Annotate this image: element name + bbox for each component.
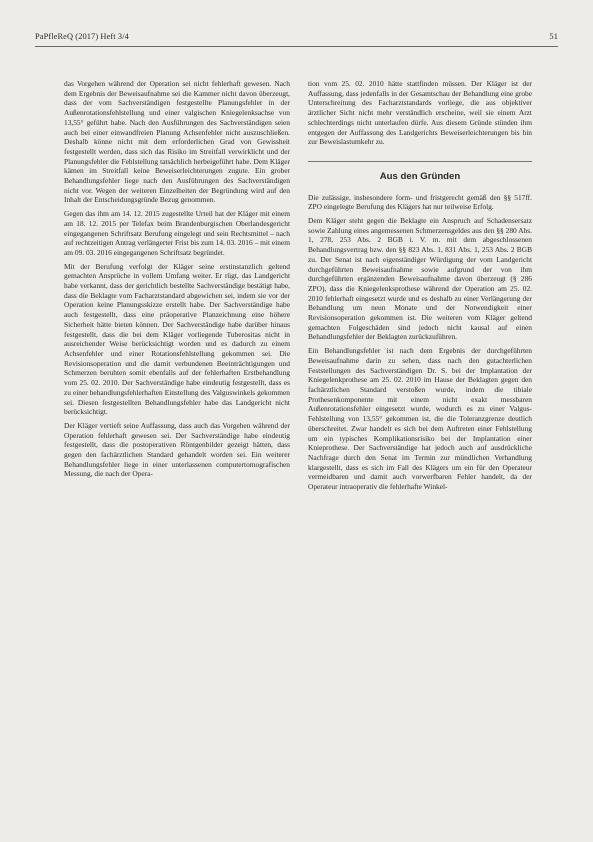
body-paragraph: Dem Kläger steht gegen die Beklagte ein Anspruch auf Schadensersatz sowie Zahlung eines angemessenen Schmerzensgeldes aus den §§ 280 Abs. 1, 278, 253 Abs. 2 BGB i. V. m. mit dem abgeschlossenen Behandlungsvertrag bzw. den §§ 823 Abs. 1, 831 Abs. 1, 253 Abs. 2 BGB zu. Der Senat ist nach eigenständiger Würdigung der vom Landgericht durchgeführten Beweisaufnahme sowie aufgrund der von ihm durchgeführten ergänzenden Beweisaufnahme davon überzeugt (§ 286 ZPO), dass die Kniegelenksprothese während der Operation am 25. 02. 2010 fehlerhaft eingesetzt wurde und es deshalb zu einer Verlängerung der Behandlung um neun Monate und der Notwendigkeit einer Revisionsoperation gekommen ist. Die weiteren vom Kläger geltend gemachten Folgeschäden sind jedoch nicht kausal auf einen Behandlungsfehler der Beklagten zurückzuführen. xyxy=(308,216,532,342)
body-paragraph: Die zulässige, insbesondere form- und fristgerecht gemäß den §§ 517ff. ZPO eingelegte Berufung des Klägers hat nur teilweise Erfolg. xyxy=(308,192,532,212)
continued-paragraph: tion vom 25. 02. 2010 hätte stattfinden müssen. Der Kläger ist der Auffassung, dass jedenfalls in der Gesamtschau der Behandlung eine grobe Unterschreitung des Facharztstandards vorliege, die aus objektiver ärztlicher Sicht nicht mehr verständlich erscheine, weil sie einem Arzt schlechterdings nicht unterlaufen dürfe. Aus diesem Gründe stünden ihm entgegen der Auffassung des Landgerichts Beweiserleichterungen bis hin zur Beweislastumkehr zu. xyxy=(308,79,532,147)
body-paragraph: Der Kläger vertieft seine Auffassung, dass auch das Vorgehen während der Operation fehlerhaft gewesen sei. Der Sachverständige habe eindeutig festgestellt, dass die postoperativen Röntgenbilder gezeigt hätten, dass gegen den fachärztlichen Standard gehandelt worden sei. Ein weiterer Behandlungsfehler liege in einer unterlassenen computertomografischen Messung, die nach der Opera- xyxy=(64,420,290,479)
body-paragraph: Mit der Berufung verfolgt der Kläger seine erstinstanzlich geltend gemachten Ansprüche in vollem Umfang weiter. Er rügt, das Landgericht habe verkannt, dass der gerichtlich bestellte Sachverständige bestätigt habe, dass die Beklagte vom Facharztstandard abgewichen sei, indem sie vor der Operation keine Planungsskizze erstellt habe. Der Sachverständige habe auch festgestellt, dass eine präoperative Planzeichnung eine höhere Sicherheit hätte bieten können. Der Sachverständige habe darüber hinaus festgestellt, dass die bei dem Kläger vorliegende Tuberositas nicht in ausreichender Weise berücksichtigt worden und es dadurch zu einem Achsenfehler und einer Rotationsfehlstellung gekommen sei. Die Revisionsoperation und die damit verbundenen Beeinträchtigungen und Schmerzen beruhten somit ebenfalls auf der fehlerhaften Erstbehandlung vom 25. 02. 2010. Der Sachverständige habe eindeutig festgestellt, dass es zu einer behandlungsfehlerhaften Einstellung des Valguswinkels gekommen sei. Diesen festgestellten Behandlungsfehler habe das Landgericht nicht berücksichtigt. xyxy=(64,261,290,417)
body-paragraph: Ein Behandlungsfehler ist nach dem Ergebnis der durchgeführten Beweisaufnahme darin zu sehen, dass nach den gutachterlichen Feststellungen des Sachverständigen Dr. S. bei der Implantation der Kniegelenkprothese am 25. 02. 2010 im Hause der Beklagten gegen den fachärztlichen Standard verstoßen wurde, indem die tibiale Prothesenkomponente mit einem nicht exakt messbaren Außenrotationsfehler eingesetzt wurde, wodurch es zu einer Valgus-Fehlstellung von 13,55° gekommen ist, die die Toleranzgrenze deutlich überschreitet. Zwar handelt es sich bei dem Auftreten einer Fehlstellung um ein typisches Komplikationsrisiko bei der Implantation einer Knieprothese. Der Sachverständige hat jedoch auch auf ausdrückliche Nachfrage durch den Senat im Termin zur mündlichen Verhandlung klargestellt, dass es sich im Fall des Klägers um ein für den Operateur vermeidbaren und damit auch vorwerfbaren Fehler handelt, da der Operateur intraoperativ die fehlerhafte Winkel- xyxy=(308,346,532,492)
left-column xyxy=(64,79,290,483)
right-column xyxy=(308,79,532,496)
body-paragraph: das Vorgehen während der Operation sei nicht fehlerhaft gewesen. Nach dem Ergebnis der Beweisaufnahme sei die Kammer nicht davon überzeugt, dass der vom Sachverständigen festgestellte Planungsfehler in der Außenrotationsfehlstellung und einer valgischen Kniegelenksachse von 13,55° geführt habe. Nach den Ausführungen des Sachverständigen seien auch bei einer einwandfreien Planung Achsenfehler nicht auszuschließen. Deshalb könne nicht mit dem erforderlichen Grad von Gewissheit festgestellt werden, dass sich das Risiko im Streitfall verwirklicht und der Planungsfehler die Fehlstellung tatsächlich herbeigeführt habe. Dem Kläger kämen im Streitfall keine Beweiserleichterungen zugute. Ein grober Behandlungsfehler liege nach den Ausführungen des Sachverständigen nicht vor. Wegen der weiteren Einzelheiten der Begründung wird auf den Inhalt der Entscheidungsgründe Bezug genommen. xyxy=(64,79,290,205)
running-header xyxy=(35,32,558,41)
section-heading: Aus den Gründen xyxy=(308,161,532,182)
page-number: 51 xyxy=(549,32,558,41)
body-paragraph: Gegen das ihm am 14. 12. 2015 zugestellte Urteil hat der Kläger mit einem am 18. 12. 2015 per Telefax beim Brandenburgischen Oberlandesgericht eingegangenen Schriftsatz Berufung eingelegt und sein Rechtsmittel – nach auf rechtzeitigen Antrag verlängerter Frist bis zum 14. 03. 2016 – mit einem am 09. 03. 2016 eingegangenen Schriftsatz begründet. xyxy=(64,209,290,257)
journal-citation: PaPfleReQ (2017) Heft 3/4 xyxy=(35,32,129,41)
header-rule xyxy=(35,46,558,47)
